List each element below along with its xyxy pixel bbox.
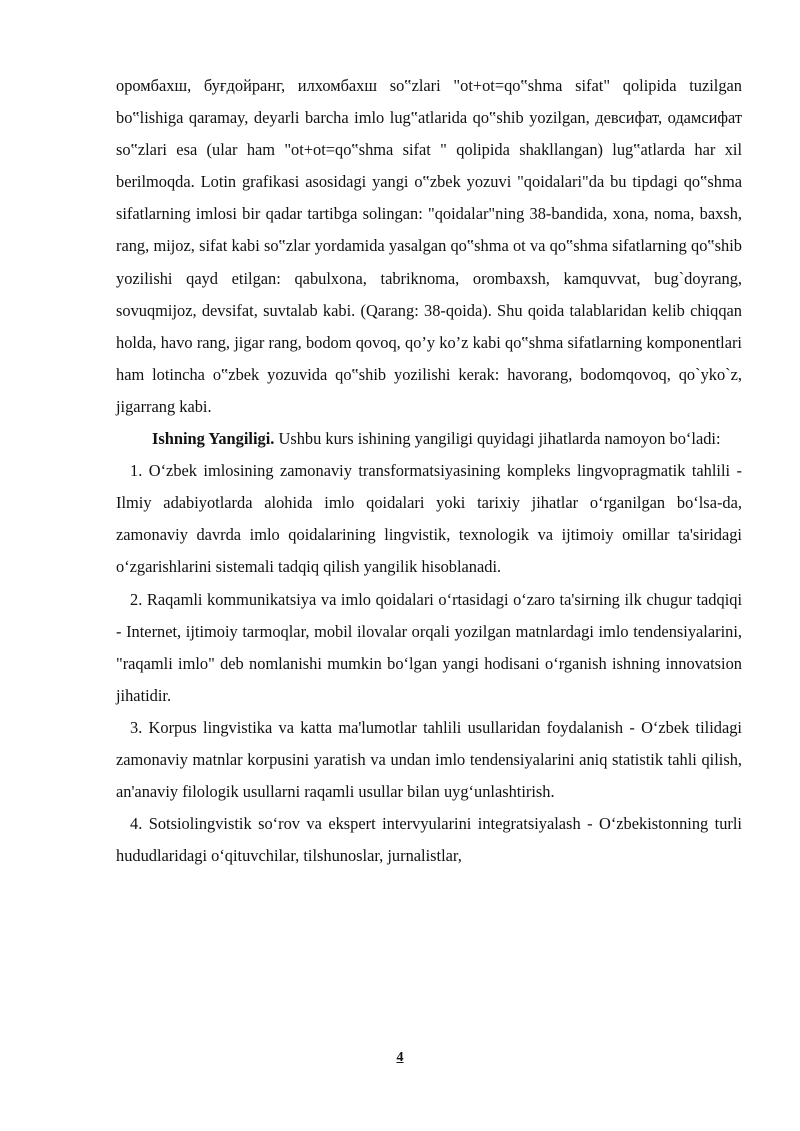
list-item: 1. O‘zbek imlosining zamonaviy transformatsiyasining kompleks lingvopragmatik tahlili - Ilmiy adabiyotlarda alohida imlo qoidalari yoki tarixiy jihatlar o‘rganilgan bo‘lsa-da, zamonaviy davrda imlo qoidalarining lingvistik, texnologik va ijtimoiy omillar ta'siridagi o‘zgarishlarini sistemali tadqiq qilish yangilik hisoblanadi. <box>116 461 742 577</box>
list-item: 3. Korpus lingvistika va katta ma'lumotlar tahlili usullaridan foydalanish - O‘zbek tilidagi zamonaviy matnlar korpusini yaratish va undan imlo tendensiyalarini aniq statistik tahli qilish, an'anaviy filologik usullarni raqamli usullar bilan uyg‘unlashtirish. <box>116 717 742 802</box>
page-number: 4 <box>396 1050 404 1065</box>
novelty-intro-text: Ushbu kurs ishining yangiligi quyidagi jihatlarda namoyon bo‘ladi: <box>274 429 721 449</box>
intro-paragraph: оромбахш, буғдойранг, илхомбахш so‟zlari "ot+ot=qo‟shma sifat" qolipida tuzilgan bo‟lishiga qaramay, deyarli barcha imlo lug‟atlarida qo‟shib yozilgan, девсифат, одамсифат so‟zlari esa (ular ham "ot+ot=qo‟shma sifat " qolipida shakllangan) lug‟atlarda har xil berilmoqda. Lotin grafikasi asosidagi yangi o‟zbek yozuvi "qoidalari"da bu tipdagi qo‟shma sifatlarning imlosi bir qadar tartibga solingan: "qoidalar"ning 38-bandida, xona, noma, baxsh, rang, mijoz, sifat kabi so‟zlar yordamida yasalgan qo‟shma ot va qo‟shma sifatlarning qo‟shib yozilishi qayd etilgan: qabulxona, tabriknoma, orombaxsh, kamquvvat, bug`doyrang, sovuqmijoz, devsifat, suvtalab kabi. (Qarang: 38-qoida). Shu qoida talablaridan kelib chiqqan holda, havo rang, jigar rang, bodom qovoq, qo’y ko’z kabi qo‟shma sifatlarning komponentlari ham lotincha o‟zbek yozuvida qo‟shib yozilishi kerak: havorang, bodomqovoq, qo`yko`z, jigarrang kabi. <box>116 76 742 416</box>
novelty-paragraph <box>116 423 742 455</box>
list-item: 4. Sotsiolingvistik so‘rov va ekspert intervyularini integratsiyalash - O‘zbekistonning turli hududlaridagi o‘qituvchilar, tilshunoslar, jurnalistlar, <box>116 814 742 866</box>
list-item: 2. Raqamli kommunikatsiya va imlo qoidalari o‘rtasidagi o‘zaro ta'sirning ilk chugur tadqiqi - Internet, ijtimoiy tarmoqlar, mobil ilovalar orqali yozilgan matnlardagi imlo tendensiyalarini, "raqamli imlo" deb nomlanishi mumkin bo‘lgan yangi hodisani o‘rganish ishning innovatsion jihatidir. <box>116 589 742 705</box>
novelty-heading: Ishning Yangiligi. <box>152 429 275 449</box>
page-body <box>116 70 742 872</box>
